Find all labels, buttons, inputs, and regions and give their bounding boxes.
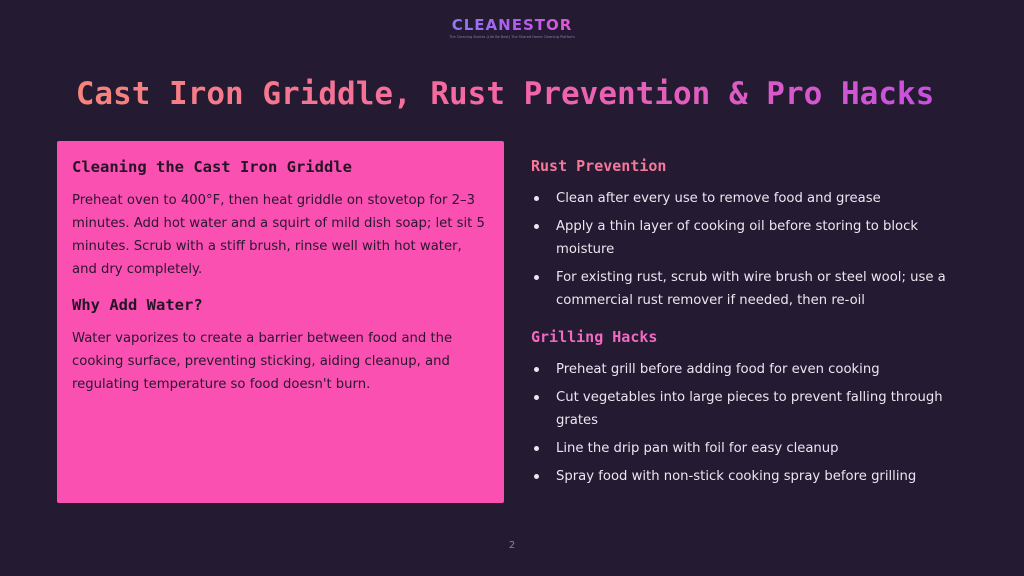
list-item: Clean after every use to remove food and grease xyxy=(531,187,971,210)
list-item: Cut vegetables into large pieces to prevent falling through grates xyxy=(531,386,971,432)
cleaning-paragraph: Preheat oven to 400°F, then heat griddle on stovetop for 2–3 minutes. Add hot water and a squirt of mild dish soap; let sit 5 minutes. Scrub with a stiff brush, rinse well with hot water, and dry completely. xyxy=(72,193,485,277)
page-number: 2 xyxy=(508,540,516,551)
right-column xyxy=(531,157,971,493)
why-water-paragraph: Water vaporizes to create a barrier between food and the cooking surface, preventing sticking, aiding cleanup, and regulating temperature so food doesn't burn. xyxy=(72,331,453,392)
slide-title: Cast Iron Griddle, Rust Prevention & Pro Hacks xyxy=(0,76,1010,112)
list-item: For existing rust, scrub with wire brush or steel wool; use a commercial rust remover if needed, then re-oil xyxy=(531,266,971,312)
grilling-hacks-heading: Grilling Hacks xyxy=(531,328,658,346)
why-water-heading: Why Add Water? xyxy=(72,296,203,314)
brand-logo xyxy=(0,15,1024,39)
list-item: Line the drip pan with foil for easy cleanup xyxy=(531,437,971,460)
list-item: Apply a thin layer of cooking oil before storing to block moisture xyxy=(531,215,971,261)
cleaning-heading: Cleaning the Cast Iron Griddle xyxy=(72,158,352,176)
grilling-hacks-list xyxy=(531,358,971,488)
list-item: Preheat grill before adding food for even cooking xyxy=(531,358,971,381)
list-item: Spray food with non-stick cooking spray before grilling xyxy=(531,465,971,488)
brand-tagline: The Cleaning Stories (Life Be Best) The Shared Home Cleaning Platform xyxy=(449,35,575,39)
brand-name: CLEANESTOR xyxy=(451,16,573,34)
rust-prevention-list xyxy=(531,187,971,312)
cleaning-card xyxy=(57,141,504,503)
rust-prevention-heading: Rust Prevention xyxy=(531,157,667,175)
